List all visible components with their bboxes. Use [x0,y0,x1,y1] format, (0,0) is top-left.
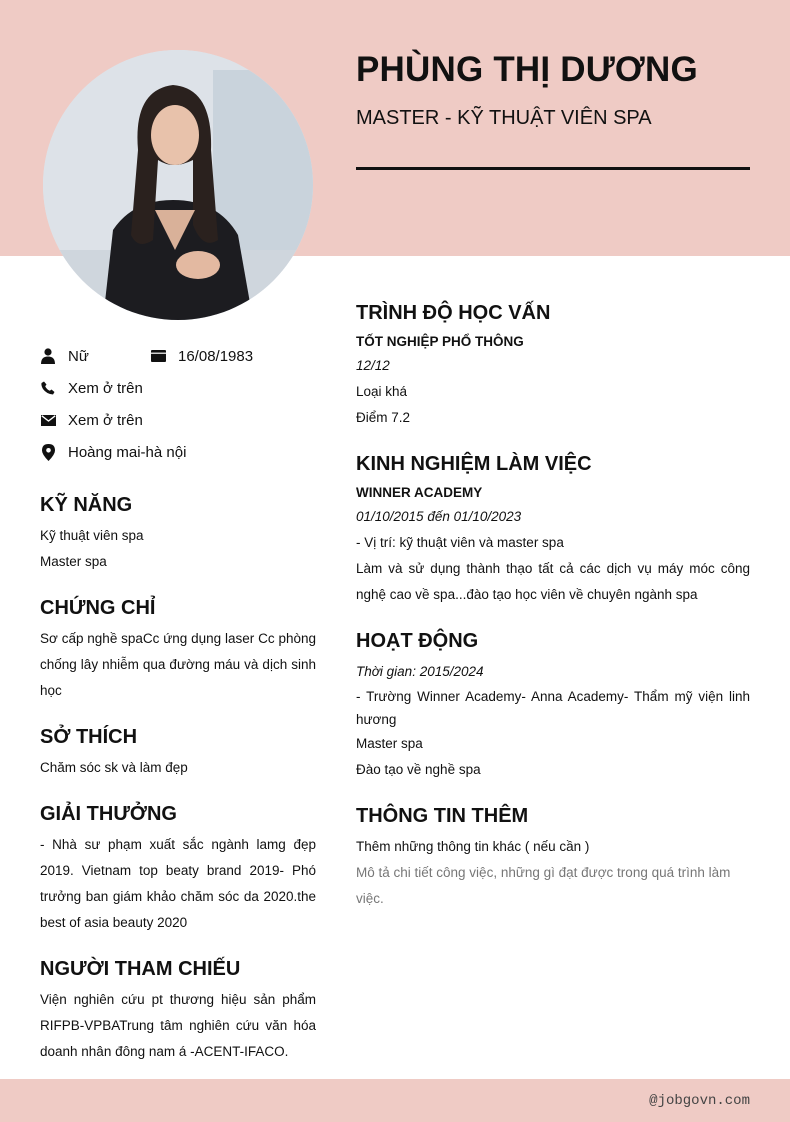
education-heading: TRÌNH ĐỘ HỌC VẤN [356,302,551,324]
additional-heading: THÔNG TIN THÊM [356,805,529,827]
info-row-gender-birthdate [40,340,316,372]
footer-watermark: @jobgovn.com [649,1093,750,1109]
info-row-phone [40,372,316,404]
person-icon [40,348,56,364]
additional-placeholder: Mô tả chi tiết công việc, những gì đạt được trong quá trình làm việc. [356,865,731,906]
birthdate-item [150,348,253,365]
candidate-title: MASTER - KỸ THUẬT VIÊN SPA [356,107,652,129]
info-row-address [40,436,316,468]
skills-heading: KỸ NĂNG [40,494,133,516]
references-text: Viện nghiên cứu pt thương hiệu sản phẩm RIFPB-VPBATrung tâm nghiên cứu văn hóa doanh nhân đông nam á -ACENT-IFACO. [40,992,316,1059]
certificates-text: Sơ cấp nghề spaCc ứng dụng laser Cc phòng chống lây nhiễm qua đường máu và dịch sinh học [40,631,316,698]
mail-icon [40,412,56,428]
phone-icon [40,380,56,396]
title-divider [356,167,750,170]
experience-position: - Vị trí: kỹ thuật viên và master spa [356,535,564,550]
gender-item [40,348,89,365]
experience-heading: KINH NGHIỆM LÀM VIỆC [356,453,592,475]
education-line: Loại khá [356,384,408,399]
education-degree: TỐT NGHIỆP PHỔ THÔNG [356,334,524,349]
skill-item: Master spa [40,554,107,569]
candidate-name: PHÙNG THỊ DƯƠNG [356,50,698,89]
activities-line: Đào tạo về nghề spa [356,762,481,777]
experience-description: Làm và sử dụng thành thạo tất cả các dịch vụ máy móc công nghệ cao về spa...đào tạo học viên về chuyên ngành spa [356,561,750,602]
certificates-heading: CHỨNG CHỈ [40,597,156,619]
references-heading: NGƯỜI THAM CHIẾU [40,958,241,980]
right-column [356,302,750,912]
phone-value: Xem ở trên [68,379,143,397]
email-value: Xem ở trên [68,411,143,429]
birthdate-value: 16/08/1983 [178,347,254,365]
activities-line: - Trường Winner Academy- Anna Academy- Thẩm mỹ viện linh hương [356,689,750,727]
activities-period: Thời gian: 2015/2024 [356,664,484,679]
awards-text: - Nhà sư phạm xuất sắc ngành lamg đẹp 2019. Vietnam top beaty brand 2019- Phó trưởng ban giám khảo chăm sóc da 2020.the best of asia beauty 2020 [40,837,316,930]
additional-line: Thêm những thông tin khác ( nếu cần ) [356,839,590,854]
experience-period: 01/10/2015 đến 01/10/2023 [356,509,522,524]
education-period: 12/12 [356,358,390,373]
activities-line: Master spa [356,736,423,751]
skill-item: Kỹ thuật viên spa [40,528,144,543]
hobbies-text: Chăm sóc sk và làm đẹp [40,760,188,775]
location-pin-icon [40,444,56,460]
experience-company: WINNER ACADEMY [356,485,483,500]
info-row-email [40,404,316,436]
hobbies-heading: SỞ THÍCH [40,726,138,748]
education-line: Điểm 7.2 [356,410,411,425]
address-value: Hoàng mai-hà nội [68,443,187,461]
calendar-icon [150,348,166,364]
profile-photo [43,50,313,320]
gender-value: Nữ [68,347,89,365]
activities-heading: HOẠT ĐỘNG [356,630,479,652]
left-column [40,340,316,1065]
awards-heading: GIẢI THƯỞNG [40,803,177,825]
